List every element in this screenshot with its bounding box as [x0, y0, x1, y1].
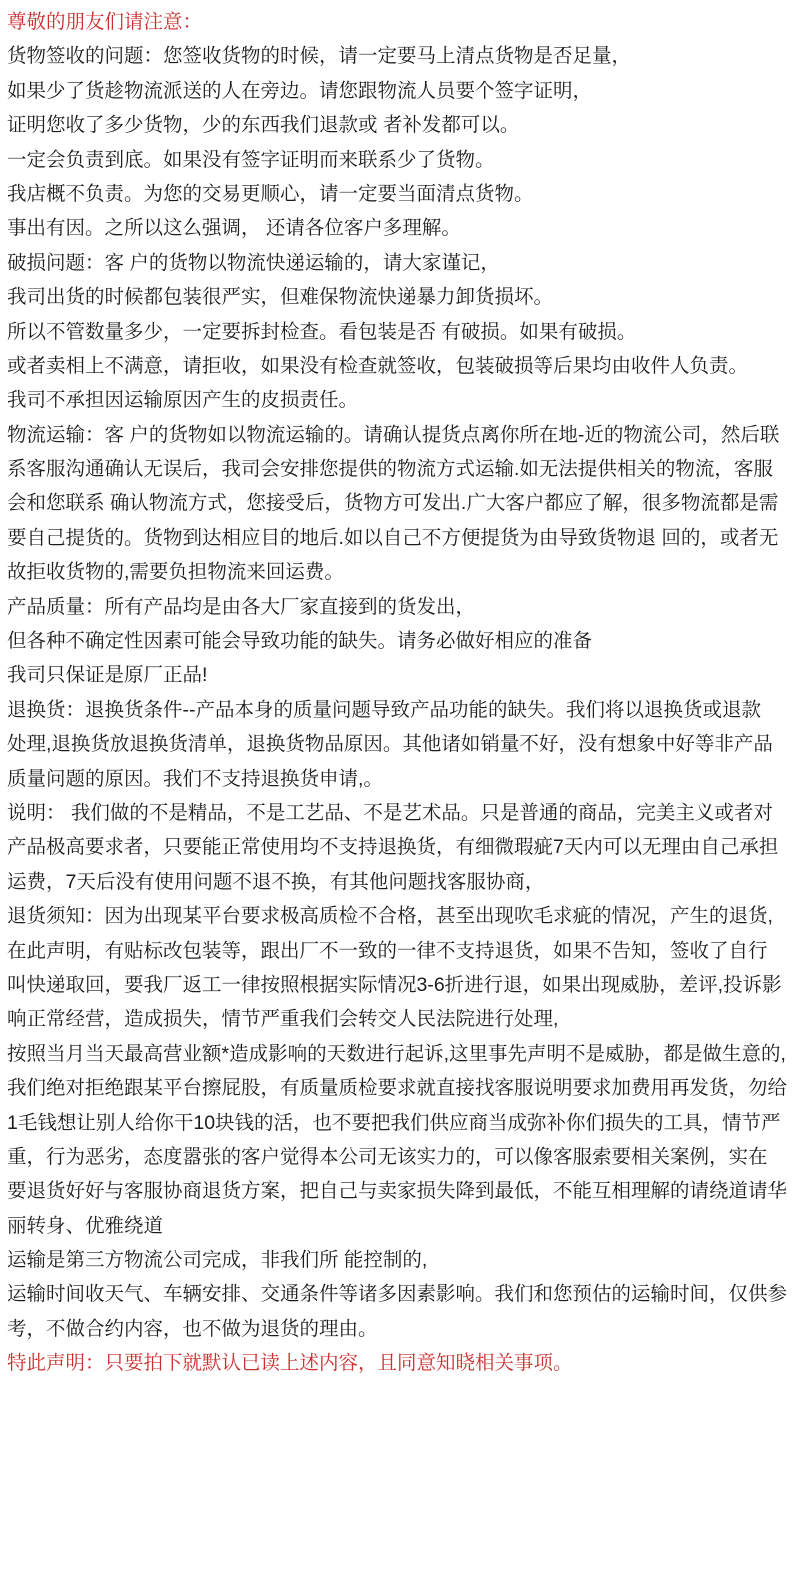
notice-line: 运输时间收天气、车辆安排、交通条件等诸多因素影响。我们和您预估的运输时间，仅供参 [7, 1283, 788, 1306]
notice-line: 在此声明，有贴标改包装等，跟出厂不一致的一律不支持退货，如果不告知，签收了自行 [7, 939, 768, 962]
notice-line: 运费，7天后没有使用问题不退不换，有其他问题找客服协商， [7, 870, 545, 893]
notice-line: 要自己提货的。货物到达相应目的地后.如以自己不方便提货为由导致货物退 回的，或者无 [7, 526, 779, 549]
notice-line: 重，行为恶劣，态度嚣张的客户觉得本公司无该实力的，可以像客服索要相关案例，实在 [7, 1145, 768, 1168]
notice-line: 破损问题：客 户的货物以物流快递运输的，请大家谨记， [7, 251, 500, 274]
notice-line: 事出有因。之所以这么强调， 还请各位客户多理解。 [7, 217, 461, 240]
notice-footer: 特此声明：只要拍下就默认已读上述内容，且同意知晓相关事项。 [7, 1352, 573, 1375]
notice-line: 一定会负责到底。如果没有签字证明而来联系少了货物。 [7, 148, 495, 171]
notice-line: 物流运输：客 户的货物如以物流运输的。请确认提货点离你所在地-近的物流公司，然后联 [7, 423, 780, 446]
notice-line: 考，不做合约内容，也不做为退货的理由。 [7, 1317, 378, 1340]
notice-line: 系客服沟通确认无误后，我司会安排您提供的物流方式运输.如无法提供相关的物流，客服 [7, 458, 773, 481]
notice-line: 按照当月当天最高营业额*造成影响的天数进行起诉,这里事先声明不是威胁，都是做生意的, [7, 1042, 786, 1065]
notice-line: 响正常经营，造成损失，情节严重我们会转交人民法院进行处理, [7, 1008, 559, 1031]
notice-line: 产品极高要求者，只要能正常使用均不支持退换货，有细微瑕疵7天内可以无理由自己承担 [7, 836, 779, 859]
notice-line: 质量问题的原因。我们不支持退换货申请,。 [7, 767, 383, 790]
notice-line: 要退货好好与客服协商退货方案，把自己与卖家损失降到最低，不能互相理解的请绕道请华 [7, 1180, 788, 1203]
notice-line: 说明： 我们做的不是精品，不是工艺品、不是艺术品。只是普通的商品，完美主义或者对 [7, 801, 773, 824]
notice-line: 运输是第三方物流公司完成，非我们所 能控制的, [7, 1249, 428, 1272]
notice-line: 但各种不确定性因素可能会导致功能的缺失。请务必做好相应的准备 [7, 630, 593, 653]
notice-line: 叫快递取回，要我厂返工一律按照根据实际情况3-6折进行退，如果出现威胁，差评,投诉影 [7, 973, 782, 996]
notice-line: 我店概不负责。为您的交易更顺心，请一定要当面清点货物。 [7, 182, 534, 205]
notice-heading: 尊敬的朋友们请注意： [7, 11, 203, 33]
notice-line: 我司出货的时候都包装很严实，但难保物流快递暴力卸货损坏。 [7, 286, 554, 309]
notice-line: 我司只保证是原厂正品! [7, 664, 208, 687]
notice-line: 处理,退换货放退换货清单，退换货物品原因。其他诸如销量不好，没有想象中好等非产品 [7, 733, 773, 756]
notice-line: 我司不承担因运输原因产生的皮损责任。 [7, 389, 359, 412]
notice-line: 或者卖相上不满意，请拒收，如果没有检查就签收，包装破损等后果均由收件人负责。 [7, 354, 749, 377]
notice-line: 证明您收了多少货物，少的东西我们退款或 者补发都可以。 [7, 114, 520, 137]
notice-line: 货物签收的问题：您签收货物的时候，请一定要马上清点货物是否足量， [7, 45, 632, 68]
notice-line: 丽转身、优雅绕道 [7, 1214, 164, 1237]
notice-line: 产品质量：所有产品均是由各大厂家直接到的货发出， [7, 595, 476, 618]
notice-line: 会和您联系 确认物流方式，您接受后，货物方可发出.广大客户都应了解，很多物流都是需 [7, 492, 779, 515]
notice-body [7, 39, 800, 1346]
notice-line: 故拒收货物的,需要负担物流来回运费。 [7, 561, 344, 584]
notice-line: 所以不管数量多少，一定要拆封检查。看包装是否 有破损。如果有破损。 [7, 320, 637, 343]
notice-line: 退货须知：因为出现某平台要求极高质检不合格，甚至出现吹毛求疵的情况，产生的退货, [7, 905, 773, 928]
notice-line: 如果少了货趁物流派送的人在旁边。请您跟物流人员要个签字证明， [7, 79, 593, 102]
notice-line: 退换货：退换货条件--产品本身的质量问题导致产品功能的缺失。我们将以退换货或退款 [7, 698, 761, 721]
notice-line: 我们绝对拒绝跟某平台擦屁股，有质量质检要求就直接找客服说明要求加费用再发货，勿给 [7, 1077, 788, 1100]
notice-line: 1毛钱想让别人给你干10块钱的活，也不要把我们供应商当成弥补你们损失的工具，情节严 [7, 1111, 781, 1134]
